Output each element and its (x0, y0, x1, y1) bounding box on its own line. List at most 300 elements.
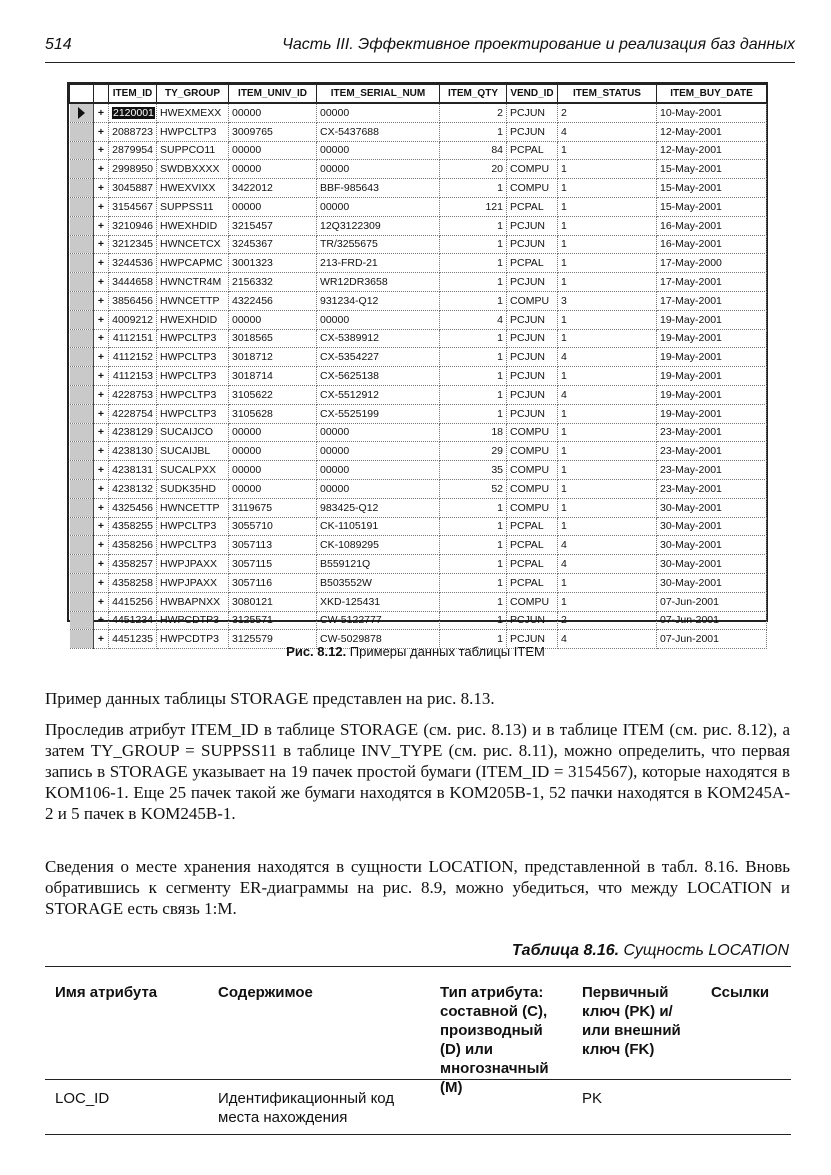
grid-cell[interactable]: 1 (440, 122, 507, 141)
grid-cell[interactable]: PCJUN (507, 122, 558, 141)
row-selector[interactable] (70, 423, 94, 442)
grid-cell[interactable]: HWPCLTP3 (157, 517, 229, 536)
grid-cell[interactable]: 4 (440, 310, 507, 329)
grid-cell[interactable]: PCJUN (507, 235, 558, 254)
expand-plus-icon[interactable]: + (94, 348, 109, 367)
grid-cell[interactable]: 00000 (317, 141, 440, 160)
grid-cell[interactable]: 2 (558, 611, 657, 630)
grid-cell[interactable]: 3001323 (229, 254, 317, 273)
row-selector[interactable] (70, 160, 94, 179)
grid-cell[interactable]: 1 (558, 216, 657, 235)
grid-cell[interactable]: 1 (440, 536, 507, 555)
grid-cell[interactable]: 1 (440, 592, 507, 611)
table-row[interactable] (70, 573, 767, 592)
grid-cell[interactable]: 3125571 (229, 611, 317, 630)
table-row[interactable] (70, 179, 767, 198)
table-row[interactable] (70, 385, 767, 404)
table-row[interactable] (70, 160, 767, 179)
table-row[interactable] (70, 197, 767, 216)
grid-cell[interactable]: 1 (558, 254, 657, 273)
grid-cell[interactable]: 00000 (229, 160, 317, 179)
grid-cell[interactable] (109, 103, 157, 122)
table-row[interactable] (70, 216, 767, 235)
expand-plus-icon[interactable]: + (94, 573, 109, 592)
row-selector[interactable] (70, 310, 94, 329)
grid-cell[interactable]: 4358255 (109, 517, 157, 536)
expand-plus-icon[interactable]: + (94, 442, 109, 461)
grid-col-header[interactable]: ITEM_BUY_DATE (657, 85, 767, 104)
grid-cell[interactable]: PCPAL (507, 573, 558, 592)
grid-cell[interactable]: 20 (440, 160, 507, 179)
row-selector[interactable] (70, 517, 94, 536)
grid-cell[interactable]: 1 (440, 273, 507, 292)
row-selector[interactable] (70, 197, 94, 216)
grid-cell[interactable]: PCJUN (507, 611, 558, 630)
grid-cell[interactable]: PCJUN (507, 348, 558, 367)
grid-cell[interactable]: 4415256 (109, 592, 157, 611)
row-selector[interactable] (70, 122, 94, 141)
row-selector[interactable] (70, 442, 94, 461)
grid-cell[interactable]: PCPAL (507, 197, 558, 216)
expand-plus-icon[interactable]: + (94, 291, 109, 310)
grid-cell[interactable]: 3245367 (229, 235, 317, 254)
row-selector[interactable] (70, 536, 94, 555)
grid-cell[interactable]: 213-FRD-21 (317, 254, 440, 273)
grid-cell[interactable]: 3055710 (229, 517, 317, 536)
grid-cell[interactable]: 23-May-2001 (657, 479, 767, 498)
grid-cell[interactable]: 19-May-2001 (657, 310, 767, 329)
grid-cell[interactable]: 00000 (229, 141, 317, 160)
row-selector[interactable] (70, 235, 94, 254)
grid-cell[interactable]: 2879954 (109, 141, 157, 160)
expand-plus-icon[interactable]: + (94, 254, 109, 273)
table-row[interactable] (70, 310, 767, 329)
grid-cell[interactable]: SUPPSS11 (157, 197, 229, 216)
grid-cell[interactable]: HWNCETTP (157, 291, 229, 310)
grid-cell[interactable]: 12-May-2001 (657, 141, 767, 160)
expand-plus-icon[interactable]: + (94, 197, 109, 216)
grid-cell[interactable]: COMPU (507, 160, 558, 179)
grid-cell[interactable]: 00000 (317, 461, 440, 480)
grid-cell[interactable]: 1 (440, 348, 507, 367)
grid-cell[interactable]: 3215457 (229, 216, 317, 235)
grid-cell[interactable]: 3244536 (109, 254, 157, 273)
grid-cell[interactable]: PCPAL (507, 254, 558, 273)
grid-cell[interactable]: 1 (558, 404, 657, 423)
row-selector[interactable] (70, 555, 94, 574)
grid-cell[interactable]: 19-May-2001 (657, 385, 767, 404)
expand-plus-icon[interactable]: + (94, 216, 109, 235)
table-row[interactable] (70, 235, 767, 254)
row-selector[interactable] (70, 573, 94, 592)
grid-cell[interactable]: COMPU (507, 592, 558, 611)
grid-col-header[interactable] (70, 85, 94, 104)
grid-cell[interactable]: 1 (440, 254, 507, 273)
row-selector[interactable] (70, 611, 94, 630)
grid-cell[interactable]: 1 (558, 367, 657, 386)
grid-cell[interactable]: 4451235 (109, 630, 157, 649)
grid-cell[interactable]: HWPCLTP3 (157, 122, 229, 141)
grid-cell[interactable]: HWPJPAXX (157, 555, 229, 574)
grid-cell[interactable]: 3212345 (109, 235, 157, 254)
grid-cell[interactable]: SUCALPXX (157, 461, 229, 480)
grid-cell[interactable]: 4 (558, 630, 657, 649)
table-row[interactable] (70, 348, 767, 367)
grid-cell[interactable]: TR/3255675 (317, 235, 440, 254)
grid-cell[interactable]: 17-May-2001 (657, 291, 767, 310)
expand-plus-icon[interactable]: + (94, 498, 109, 517)
grid-cell[interactable]: 3856456 (109, 291, 157, 310)
grid-cell[interactable]: 18 (440, 423, 507, 442)
grid-cell[interactable]: 17-May-2001 (657, 273, 767, 292)
grid-cell[interactable]: 19-May-2001 (657, 329, 767, 348)
grid-cell[interactable]: 4358256 (109, 536, 157, 555)
expand-plus-icon[interactable]: + (94, 179, 109, 198)
grid-cell[interactable]: 2 (558, 103, 657, 122)
grid-col-header[interactable]: TY_GROUP (157, 85, 229, 104)
table-row[interactable] (70, 404, 767, 423)
grid-cell[interactable]: 00000 (229, 310, 317, 329)
grid-cell[interactable]: HWPCDTP3 (157, 611, 229, 630)
grid-cell[interactable]: 30-May-2001 (657, 555, 767, 574)
row-selector[interactable] (70, 479, 94, 498)
grid-cell[interactable]: 3 (558, 291, 657, 310)
grid-cell[interactable]: SWDBXXXX (157, 160, 229, 179)
grid-cell[interactable]: HWPJPAXX (157, 573, 229, 592)
grid-cell[interactable]: BBF-985643 (317, 179, 440, 198)
grid-col-header[interactable]: ITEM_SERIAL_NUM (317, 85, 440, 104)
grid-cell[interactable]: 983425-Q12 (317, 498, 440, 517)
grid-cell[interactable]: 2156332 (229, 273, 317, 292)
grid-cell[interactable]: CX-5525199 (317, 404, 440, 423)
grid-cell[interactable]: 00000 (317, 160, 440, 179)
grid-cell[interactable]: PCJUN (507, 216, 558, 235)
grid-cell[interactable]: 35 (440, 461, 507, 480)
grid-cell[interactable]: 07-Jun-2001 (657, 592, 767, 611)
grid-cell[interactable]: 1 (440, 498, 507, 517)
row-selector[interactable] (70, 592, 94, 611)
grid-cell[interactable]: 2 (440, 103, 507, 122)
grid-cell[interactable]: 931234-Q12 (317, 291, 440, 310)
grid-cell[interactable]: 19-May-2001 (657, 367, 767, 386)
grid-cell[interactable]: 4112151 (109, 329, 157, 348)
grid-cell[interactable]: SUCAIJCO (157, 423, 229, 442)
grid-cell[interactable]: 4009212 (109, 310, 157, 329)
table-row[interactable] (70, 442, 767, 461)
grid-cell[interactable]: 3045887 (109, 179, 157, 198)
expand-plus-icon[interactable]: + (94, 367, 109, 386)
grid-cell[interactable]: 3057115 (229, 555, 317, 574)
grid-cell[interactable]: 10-May-2001 (657, 103, 767, 122)
grid-cell[interactable]: PCJUN (507, 630, 558, 649)
grid-cell[interactable]: CK-1089295 (317, 536, 440, 555)
grid-cell[interactable]: 3154567 (109, 197, 157, 216)
grid-cell[interactable]: HWBAPNXX (157, 592, 229, 611)
table-row[interactable] (70, 329, 767, 348)
grid-cell[interactable]: 1 (440, 329, 507, 348)
table-row[interactable] (70, 103, 767, 122)
grid-cell[interactable]: 00000 (317, 103, 440, 122)
grid-cell[interactable]: 00000 (229, 442, 317, 461)
grid-cell[interactable]: COMPU (507, 442, 558, 461)
expand-plus-icon[interactable]: + (94, 630, 109, 649)
grid-cell[interactable]: 4358258 (109, 573, 157, 592)
expand-plus-icon[interactable]: + (94, 329, 109, 348)
expand-plus-icon[interactable]: + (94, 404, 109, 423)
grid-cell[interactable]: 30-May-2001 (657, 498, 767, 517)
grid-cell[interactable]: 15-May-2001 (657, 197, 767, 216)
grid-cell[interactable]: 4 (558, 555, 657, 574)
grid-cell[interactable]: 3018712 (229, 348, 317, 367)
row-selector[interactable] (70, 273, 94, 292)
grid-cell[interactable]: 52 (440, 479, 507, 498)
grid-cell[interactable]: 1 (558, 442, 657, 461)
grid-cell[interactable]: 2088723 (109, 122, 157, 141)
grid-cell[interactable]: HWEXVIXX (157, 179, 229, 198)
expand-plus-icon[interactable]: + (94, 423, 109, 442)
grid-cell[interactable]: 1 (440, 385, 507, 404)
grid-cell[interactable]: CK-1105191 (317, 517, 440, 536)
row-selector[interactable] (70, 329, 94, 348)
grid-cell[interactable]: CW-5122777 (317, 611, 440, 630)
grid-cell[interactable]: 23-May-2001 (657, 442, 767, 461)
grid-cell[interactable]: 1 (558, 329, 657, 348)
grid-cell[interactable]: 16-May-2001 (657, 216, 767, 235)
table-row[interactable] (70, 423, 767, 442)
row-selector[interactable] (70, 367, 94, 386)
grid-cell[interactable]: 23-May-2001 (657, 423, 767, 442)
grid-cell[interactable]: 1 (558, 517, 657, 536)
grid-cell[interactable]: HWPCAPMC (157, 254, 229, 273)
row-selector[interactable] (70, 385, 94, 404)
grid-cell[interactable]: 12Q3122309 (317, 216, 440, 235)
grid-cell[interactable]: 1 (440, 517, 507, 536)
grid-cell[interactable]: 1 (558, 592, 657, 611)
grid-cell[interactable]: HWNCETTP (157, 498, 229, 517)
table-row[interactable] (70, 141, 767, 160)
grid-cell[interactable]: 30-May-2001 (657, 536, 767, 555)
grid-cell[interactable]: HWPCLTP3 (157, 385, 229, 404)
grid-cell[interactable]: HWPCLTP3 (157, 404, 229, 423)
grid-cell[interactable]: 3444658 (109, 273, 157, 292)
grid-cell[interactable]: 4358257 (109, 555, 157, 574)
grid-cell[interactable]: 19-May-2001 (657, 348, 767, 367)
table-row[interactable] (70, 291, 767, 310)
grid-cell[interactable]: 3105628 (229, 404, 317, 423)
table-row[interactable] (70, 254, 767, 273)
row-selector[interactable] (70, 348, 94, 367)
grid-cell[interactable]: 3018565 (229, 329, 317, 348)
grid-cell[interactable]: SUPPCO11 (157, 141, 229, 160)
grid-cell[interactable]: 15-May-2001 (657, 160, 767, 179)
grid-cell[interactable]: COMPU (507, 291, 558, 310)
table-row[interactable] (70, 536, 767, 555)
grid-cell[interactable]: HWPCLTP3 (157, 536, 229, 555)
expand-plus-icon[interactable]: + (94, 479, 109, 498)
grid-cell[interactable]: 1 (558, 573, 657, 592)
grid-cell[interactable]: HWEXMEXX (157, 103, 229, 122)
grid-cell[interactable]: 00000 (317, 423, 440, 442)
grid-cell[interactable]: 3057116 (229, 573, 317, 592)
grid-cell[interactable]: PCPAL (507, 517, 558, 536)
grid-cell[interactable]: 1 (440, 573, 507, 592)
grid-cell[interactable]: 3080121 (229, 592, 317, 611)
grid-cell[interactable]: COMPU (507, 461, 558, 480)
grid-cell[interactable]: 19-May-2001 (657, 404, 767, 423)
table-row[interactable] (70, 592, 767, 611)
grid-cell[interactable]: 3210946 (109, 216, 157, 235)
grid-cell[interactable]: 4238131 (109, 461, 157, 480)
expand-plus-icon[interactable]: + (94, 160, 109, 179)
grid-cell[interactable]: XKD-125431 (317, 592, 440, 611)
grid-cell[interactable]: 1 (440, 179, 507, 198)
grid-cell[interactable]: 1 (558, 423, 657, 442)
grid-cell[interactable]: B503552W (317, 573, 440, 592)
grid-cell[interactable]: 00000 (229, 423, 317, 442)
grid-cell[interactable]: 4228754 (109, 404, 157, 423)
grid-cell[interactable]: 1 (558, 273, 657, 292)
grid-cell[interactable]: WR12DR3658 (317, 273, 440, 292)
expand-plus-icon[interactable]: + (94, 611, 109, 630)
grid-cell[interactable]: 3119675 (229, 498, 317, 517)
grid-cell[interactable]: PCPAL (507, 141, 558, 160)
table-row[interactable] (70, 498, 767, 517)
grid-cell[interactable]: 1 (440, 216, 507, 235)
grid-cell[interactable]: SUCAIJBL (157, 442, 229, 461)
grid-cell[interactable]: 3422012 (229, 179, 317, 198)
grid-cell[interactable]: 00000 (317, 479, 440, 498)
grid-cell[interactable]: 07-Jun-2001 (657, 611, 767, 630)
grid-cell[interactable]: 1 (558, 461, 657, 480)
grid-col-header[interactable]: ITEM_QTY (440, 85, 507, 104)
grid-cell[interactable]: 121 (440, 197, 507, 216)
grid-cell[interactable]: CX-5512912 (317, 385, 440, 404)
row-selector[interactable] (70, 498, 94, 517)
grid-cell[interactable]: HWEXHDID (157, 216, 229, 235)
grid-cell[interactable]: 4112153 (109, 367, 157, 386)
grid-cell[interactable]: 16-May-2001 (657, 235, 767, 254)
expand-plus-icon[interactable]: + (94, 536, 109, 555)
grid-cell[interactable]: 1 (558, 479, 657, 498)
grid-cell[interactable]: 29 (440, 442, 507, 461)
row-selector[interactable] (70, 291, 94, 310)
grid-cell[interactable]: 4 (558, 122, 657, 141)
grid-cell[interactable]: 15-May-2001 (657, 179, 767, 198)
grid-cell[interactable]: COMPU (507, 479, 558, 498)
grid-cell[interactable]: 1 (558, 197, 657, 216)
expand-plus-icon[interactable]: + (94, 103, 109, 122)
expand-plus-icon[interactable]: + (94, 385, 109, 404)
expand-plus-icon[interactable]: + (94, 592, 109, 611)
grid-cell[interactable]: 00000 (229, 103, 317, 122)
grid-cell[interactable]: 3105622 (229, 385, 317, 404)
grid-cell[interactable]: 3018714 (229, 367, 317, 386)
grid-cell[interactable]: B559121Q (317, 555, 440, 574)
grid-cell[interactable]: 4228753 (109, 385, 157, 404)
grid-cell[interactable]: PCJUN (507, 385, 558, 404)
grid-cell[interactable]: 00000 (229, 197, 317, 216)
expand-plus-icon[interactable]: + (94, 461, 109, 480)
grid-cell[interactable]: 4325456 (109, 498, 157, 517)
grid-cell[interactable]: 4238130 (109, 442, 157, 461)
grid-cell[interactable]: 84 (440, 141, 507, 160)
expand-plus-icon[interactable]: + (94, 310, 109, 329)
expand-plus-icon[interactable]: + (94, 517, 109, 536)
grid-col-header[interactable]: ITEM_UNIV_ID (229, 85, 317, 104)
grid-cell[interactable]: 4 (558, 348, 657, 367)
grid-cell[interactable]: 1 (558, 179, 657, 198)
grid-cell[interactable]: 1 (558, 235, 657, 254)
grid-cell[interactable]: PCJUN (507, 310, 558, 329)
expand-plus-icon[interactable]: + (94, 141, 109, 160)
grid-cell[interactable]: HWNCETCX (157, 235, 229, 254)
row-selector[interactable] (70, 179, 94, 198)
row-selector[interactable] (70, 216, 94, 235)
grid-cell[interactable]: 23-May-2001 (657, 461, 767, 480)
grid-cell[interactable]: COMPU (507, 179, 558, 198)
grid-cell[interactable]: 12-May-2001 (657, 122, 767, 141)
grid-cell[interactable]: 1 (558, 160, 657, 179)
grid-cell[interactable]: 1 (440, 611, 507, 630)
table-row[interactable] (70, 479, 767, 498)
grid-cell[interactable]: 2998950 (109, 160, 157, 179)
row-selector[interactable] (70, 404, 94, 423)
grid-cell[interactable]: 4 (558, 385, 657, 404)
grid-cell[interactable]: PCPAL (507, 555, 558, 574)
grid-cell[interactable]: COMPU (507, 423, 558, 442)
grid-cell[interactable]: 00000 (229, 461, 317, 480)
grid-cell[interactable]: PCJUN (507, 273, 558, 292)
grid-cell[interactable]: 3057113 (229, 536, 317, 555)
table-row[interactable] (70, 517, 767, 536)
grid-cell[interactable]: CW-5029878 (317, 630, 440, 649)
grid-cell[interactable]: 3125579 (229, 630, 317, 649)
grid-cell[interactable]: 1 (440, 235, 507, 254)
grid-cell[interactable]: 1 (558, 141, 657, 160)
grid-cell[interactable]: 3009765 (229, 122, 317, 141)
grid-cell[interactable]: 1 (440, 367, 507, 386)
grid-col-header[interactable]: ITEM_STATUS (558, 85, 657, 104)
grid-cell[interactable]: 30-May-2001 (657, 517, 767, 536)
row-selector[interactable] (70, 141, 94, 160)
grid-cell[interactable]: HWPCDTP3 (157, 630, 229, 649)
expand-plus-icon[interactable]: + (94, 122, 109, 141)
grid-cell[interactable]: HWPCLTP3 (157, 329, 229, 348)
row-selector[interactable] (70, 103, 94, 122)
grid-cell[interactable]: 1 (558, 498, 657, 517)
grid-col-header[interactable]: ITEM_ID (109, 85, 157, 104)
grid-cell[interactable]: 1 (558, 310, 657, 329)
expand-plus-icon[interactable]: + (94, 555, 109, 574)
row-selector[interactable] (70, 461, 94, 480)
grid-cell[interactable]: 07-Jun-2001 (657, 630, 767, 649)
grid-col-header[interactable]: VEND_ID (507, 85, 558, 104)
grid-cell[interactable]: HWPCLTP3 (157, 367, 229, 386)
grid-cell[interactable]: 4238129 (109, 423, 157, 442)
grid-cell[interactable]: 1 (440, 555, 507, 574)
grid-cell[interactable]: CX-5625138 (317, 367, 440, 386)
table-row[interactable] (70, 122, 767, 141)
grid-cell[interactable]: 4451234 (109, 611, 157, 630)
table-row[interactable] (70, 555, 767, 574)
grid-col-header[interactable] (94, 85, 109, 104)
grid-cell[interactable]: 00000 (317, 442, 440, 461)
grid-cell[interactable]: 00000 (317, 197, 440, 216)
grid-cell[interactable]: PCJUN (507, 404, 558, 423)
grid-cell[interactable]: 4112152 (109, 348, 157, 367)
grid-cell[interactable]: 00000 (229, 479, 317, 498)
row-selector[interactable] (70, 254, 94, 273)
